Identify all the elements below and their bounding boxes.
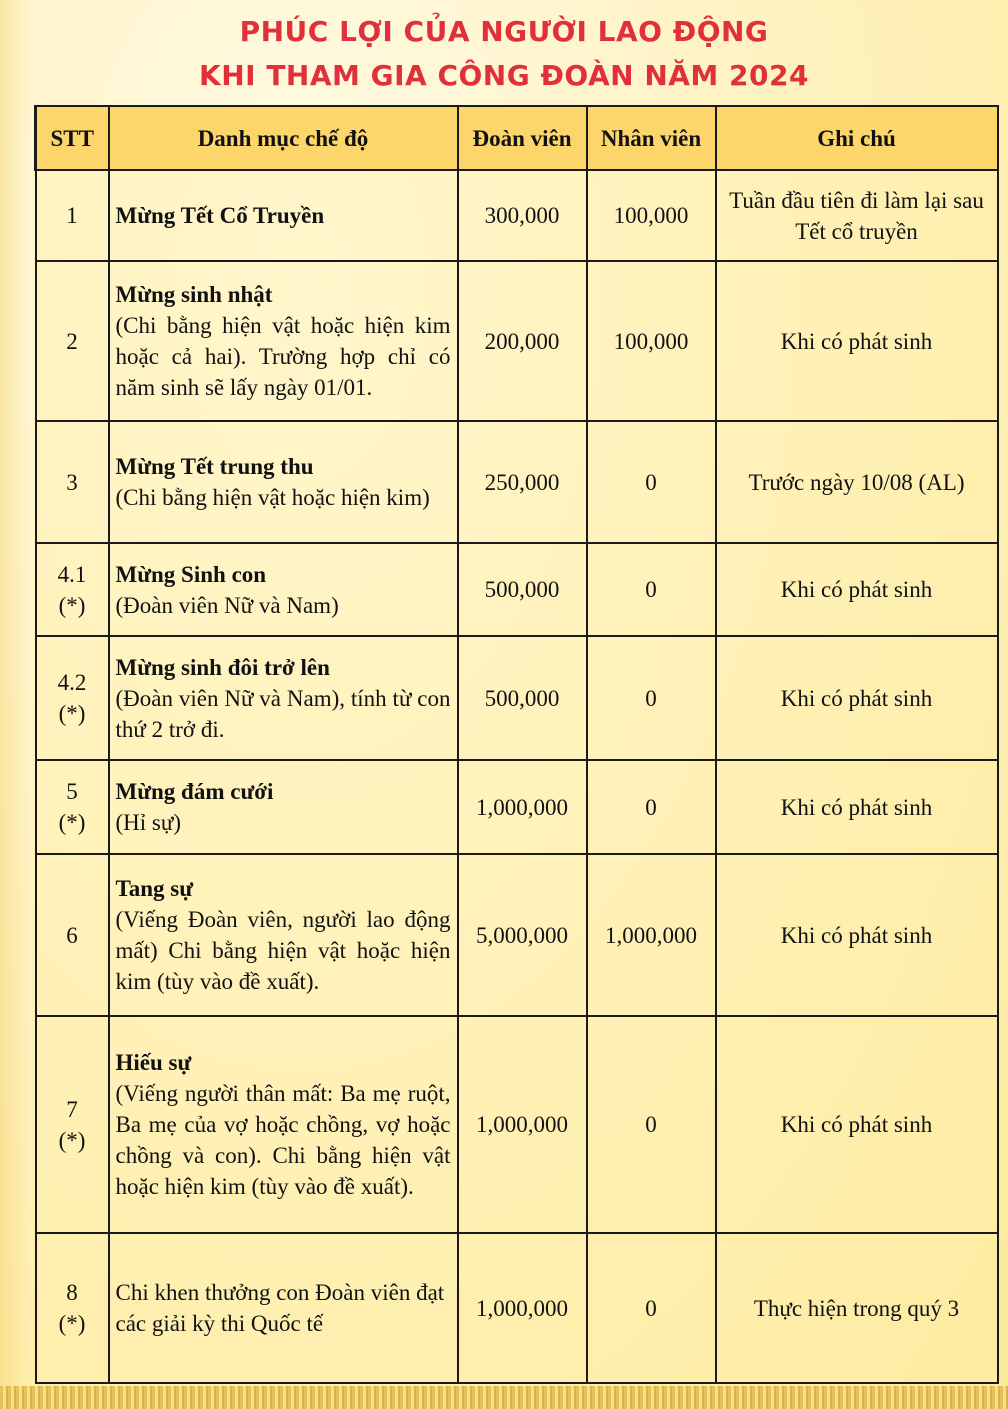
row-stt: 3 bbox=[36, 421, 109, 543]
row-member-amount: 1,000,000 bbox=[458, 760, 587, 854]
row-member-amount: 1,000,000 bbox=[458, 1233, 587, 1383]
table-row bbox=[36, 170, 998, 261]
row-employee-amount: 0 bbox=[587, 543, 716, 636]
row-note: Tuần đầu tiên đi làm lại sau Tết cổ truyền bbox=[716, 170, 998, 261]
table-row bbox=[36, 261, 998, 421]
row-member-amount: 5,000,000 bbox=[458, 854, 587, 1016]
row-member-amount: 250,000 bbox=[458, 421, 587, 543]
item-description: (Đoàn viên Nữ và Nam) bbox=[115, 592, 339, 618]
table-row bbox=[36, 1233, 998, 1383]
item-name: Mừng Sinh con bbox=[115, 561, 267, 587]
item-description: (Chi bằng hiện vật hoặc hiện kim hoặc cả hai). Trường hợp chỉ có năm sinh sẽ lấy ngày 01/01. bbox=[115, 313, 451, 400]
item-description: Chi khen thưởng con Đoàn viên đạt các giải kỳ thi Quốc tế bbox=[115, 1280, 445, 1336]
page-title bbox=[0, 10, 1008, 98]
decorative-bottom-band bbox=[0, 1386, 1008, 1409]
row-stt: 7 (*) bbox=[36, 1016, 109, 1233]
title-line-2: KHI THAM GIA CÔNG ĐOÀN NĂM 2024 bbox=[199, 59, 809, 92]
item-name: Mừng sinh đôi trở lên bbox=[115, 654, 330, 680]
row-stt: 1 bbox=[36, 170, 109, 261]
table-row bbox=[36, 854, 998, 1016]
row-category bbox=[109, 636, 458, 760]
row-category bbox=[109, 170, 458, 261]
benefits-table bbox=[34, 105, 999, 1384]
row-category bbox=[109, 854, 458, 1016]
row-category bbox=[109, 261, 458, 421]
row-stt: 5 (*) bbox=[36, 760, 109, 854]
row-employee-amount: 100,000 bbox=[587, 261, 716, 421]
item-name: Hiếu sự bbox=[115, 1050, 192, 1075]
table-header-row bbox=[36, 106, 998, 170]
row-note: Khi có phát sinh bbox=[716, 760, 998, 854]
item-name: Mừng Tết trung thu bbox=[115, 454, 314, 479]
table-row bbox=[36, 1016, 998, 1233]
row-category bbox=[109, 760, 458, 854]
item-description: (Chi bằng hiện vật hoặc hiện kim) bbox=[115, 485, 430, 510]
row-employee-amount: 100,000 bbox=[587, 170, 716, 261]
row-employee-amount: 1,000,000 bbox=[587, 854, 716, 1016]
row-member-amount: 200,000 bbox=[458, 261, 587, 421]
row-category bbox=[109, 1016, 458, 1233]
item-name: Mừng đám cưới bbox=[115, 779, 274, 804]
row-employee-amount: 0 bbox=[587, 1016, 716, 1233]
row-employee-amount: 0 bbox=[587, 421, 716, 543]
table-row bbox=[36, 421, 998, 543]
row-member-amount: 500,000 bbox=[458, 543, 587, 636]
header-note: Ghi chú bbox=[716, 106, 998, 170]
row-note: Khi có phát sinh bbox=[716, 261, 998, 421]
decorative-edge bbox=[0, 0, 30, 1409]
row-stt: 4.1 (*) bbox=[36, 543, 109, 636]
row-category bbox=[109, 421, 458, 543]
item-name: Mừng Tết Cổ Truyền bbox=[115, 203, 325, 228]
row-stt: 2 bbox=[36, 261, 109, 421]
table-row bbox=[36, 760, 998, 854]
header-member: Đoàn viên bbox=[458, 106, 587, 170]
header-employee: Nhân viên bbox=[587, 106, 716, 170]
row-stt: 8 (*) bbox=[36, 1233, 109, 1383]
title-line-1: PHÚC LỢI CỦA NGƯỜI LAO ĐỘNG bbox=[239, 15, 769, 48]
item-description: (Đoàn viên Nữ và Nam), tính từ con thứ 2 trở đi. bbox=[115, 685, 451, 742]
item-name: Tang sự bbox=[115, 876, 194, 901]
row-member-amount: 500,000 bbox=[458, 636, 587, 760]
row-note: Khi có phát sinh bbox=[716, 636, 998, 760]
row-stt: 6 bbox=[36, 854, 109, 1016]
header-category: Danh mục chế độ bbox=[109, 106, 458, 170]
row-note: Thực hiện trong quý 3 bbox=[716, 1233, 998, 1383]
row-note: Khi có phát sinh bbox=[716, 854, 998, 1016]
item-name: Mừng sinh nhật bbox=[115, 282, 273, 307]
row-category bbox=[109, 543, 458, 636]
row-member-amount: 1,000,000 bbox=[458, 1016, 587, 1233]
benefits-table-frame bbox=[34, 105, 996, 1382]
row-member-amount: 300,000 bbox=[458, 170, 587, 261]
item-description: (Viếng Đoàn viên, người lao động mất) Chi bằng hiện vật hoặc hiện kim (tùy vào đề xuất). bbox=[115, 907, 451, 994]
row-employee-amount: 0 bbox=[587, 760, 716, 854]
table-row bbox=[36, 636, 998, 760]
row-note: Khi có phát sinh bbox=[716, 543, 998, 636]
row-note: Trước ngày 10/08 (AL) bbox=[716, 421, 998, 543]
row-note: Khi có phát sinh bbox=[716, 1016, 998, 1233]
row-category bbox=[109, 1233, 458, 1383]
row-stt: 4.2 (*) bbox=[36, 636, 109, 760]
row-employee-amount: 0 bbox=[587, 636, 716, 760]
item-description: (Hỉ sự) bbox=[115, 810, 181, 835]
table-row bbox=[36, 543, 998, 636]
item-description: (Viếng người thân mất: Ba mẹ ruột, Ba mẹ của vợ hoặc chồng, vợ hoặc chồng và con). Chi bằng hiện vật hoặc hiện kim (tùy vào đề xuất). bbox=[115, 1081, 451, 1199]
header-stt: STT bbox=[36, 106, 109, 170]
row-employee-amount: 0 bbox=[587, 1233, 716, 1383]
